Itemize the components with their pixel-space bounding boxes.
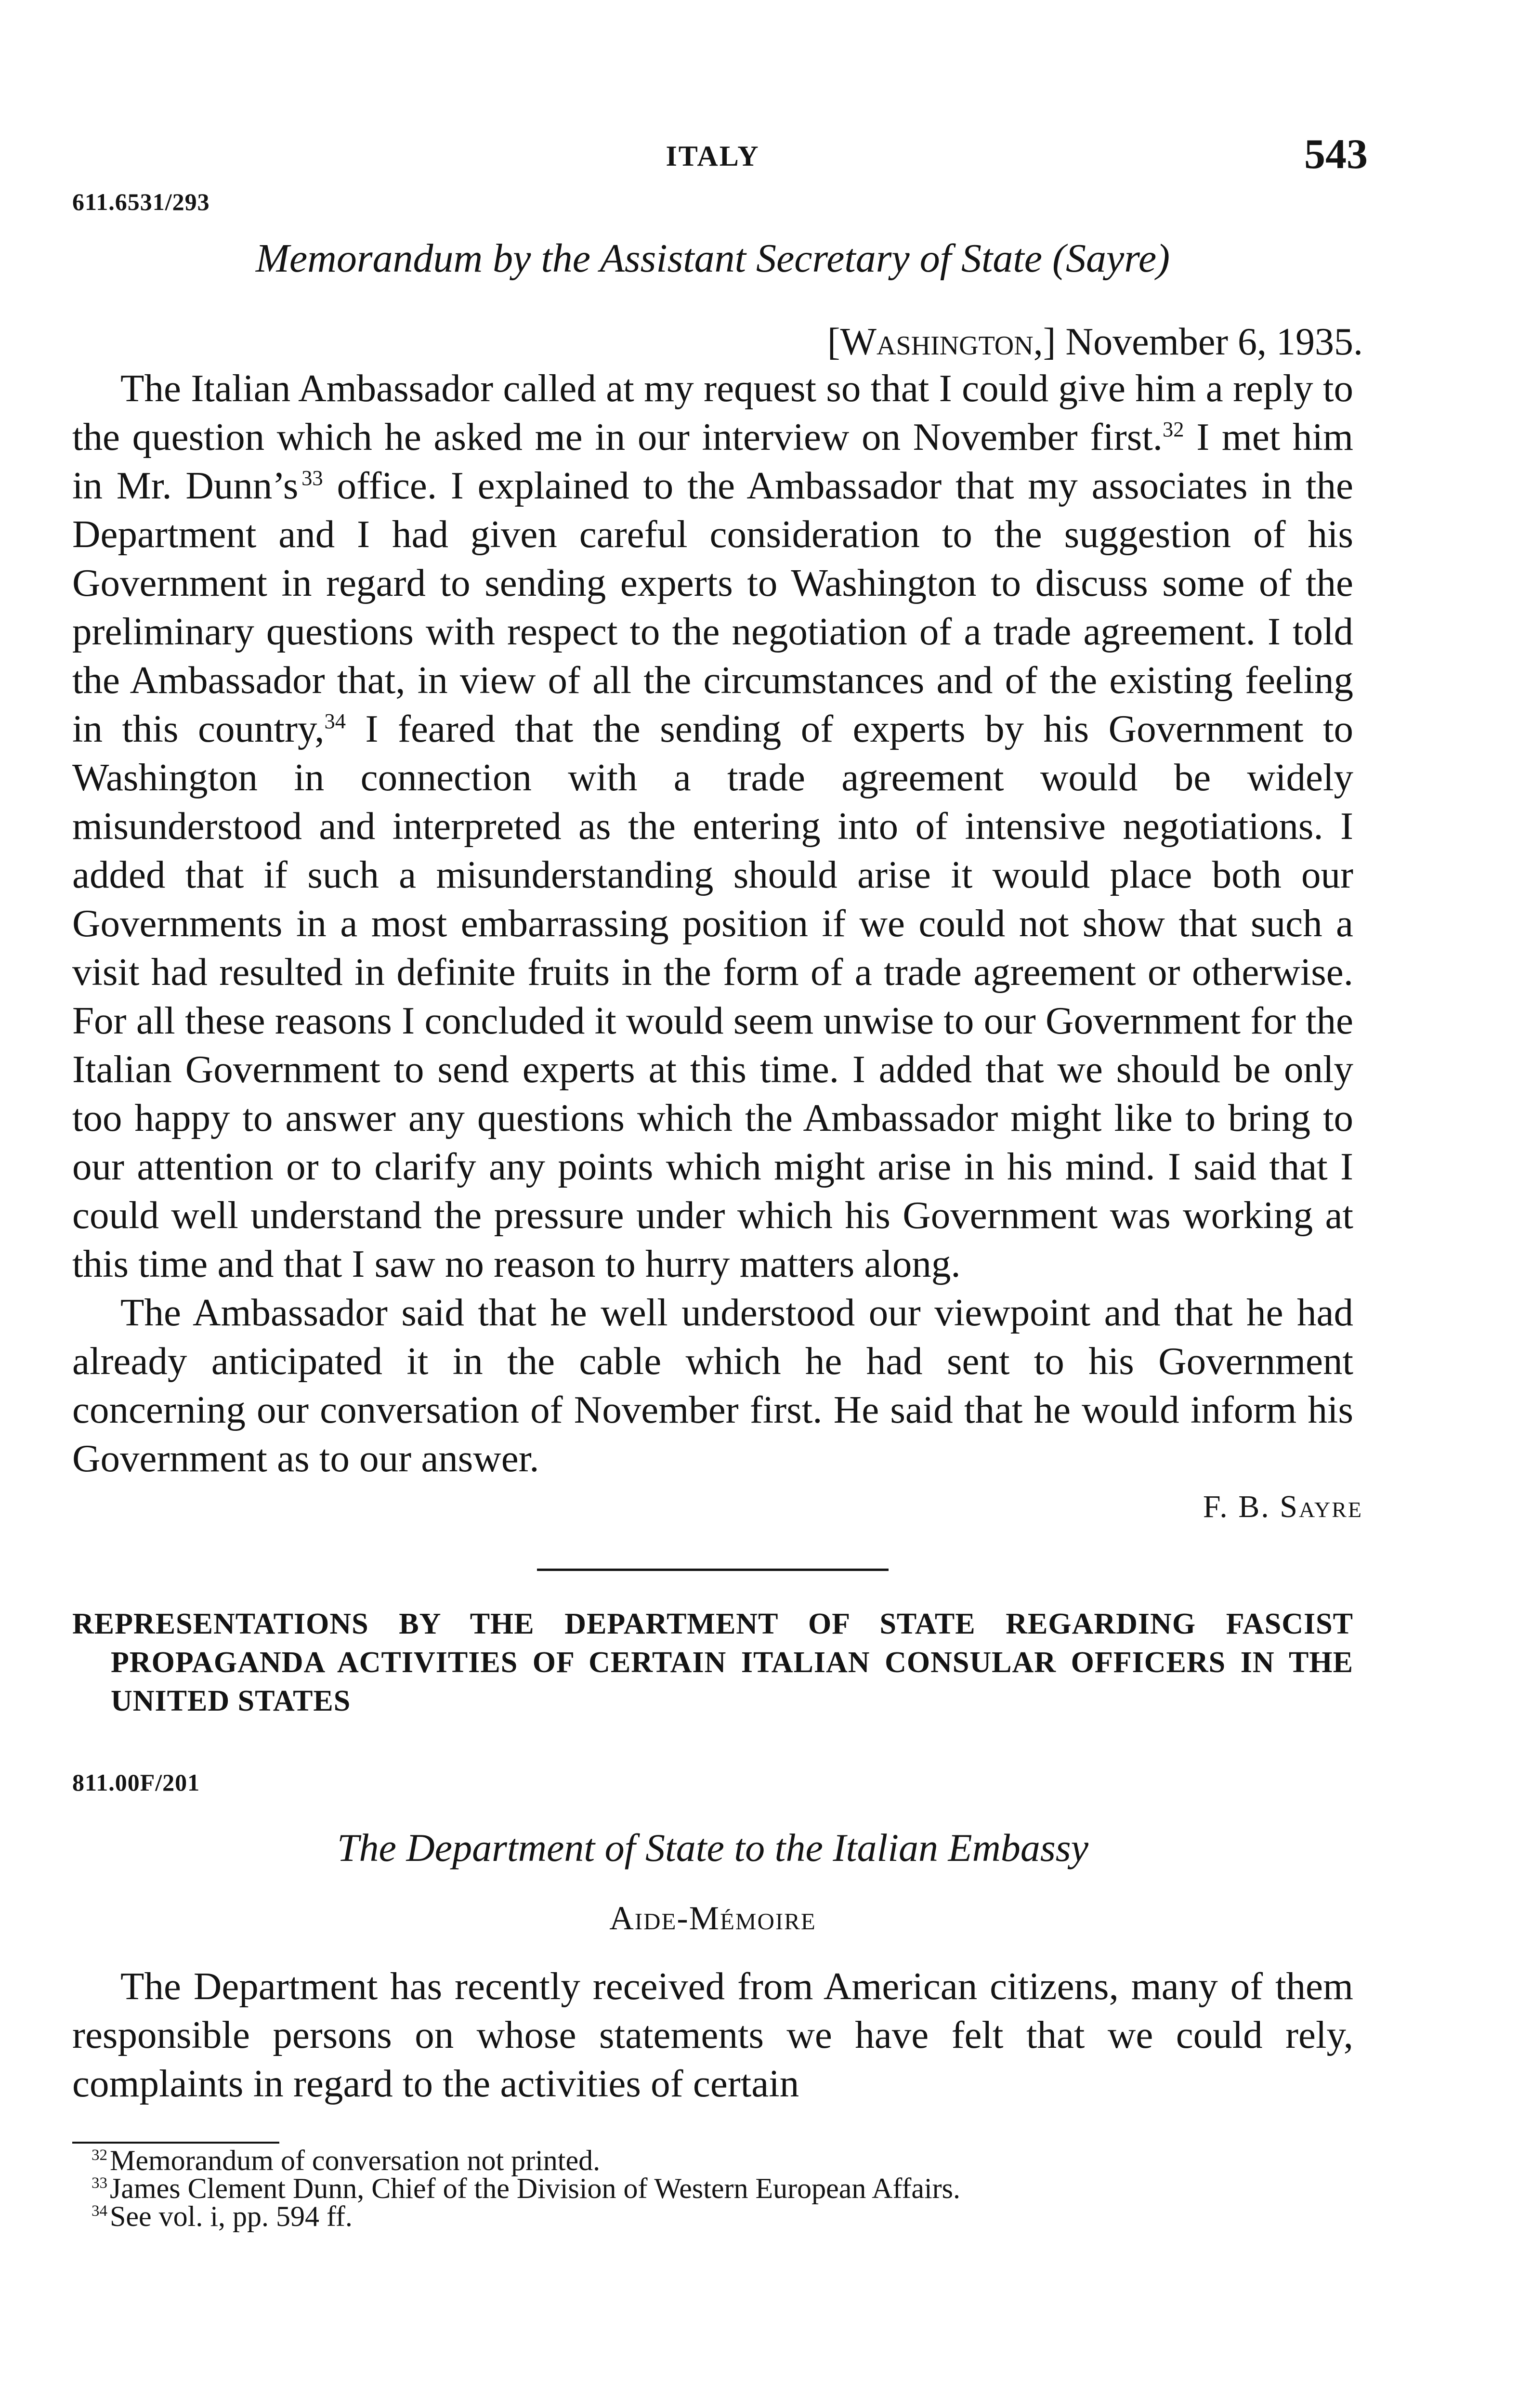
footnote-mark: 34 xyxy=(92,2202,107,2220)
paragraph-text: I feared that the sending of experts by his Government to Washington in connection with a trade agreement would be widely misunderstood and interpreted as the entering into of intensive negotiations. I added that if such a misunderstanding should arise it would place both our Governments in a most embarrassing position if we could not show that such a visit had resulted in definite fruits in the form of a trade agreement or otherwise. For all these reasons I concluded it would seem unwise to our Government for the Italian Government to send experts at this time. I added that we should be only too happy to answer any questions which the Ambassador might like to bring to our attention or to clarify any points which might arise in his mind. I said that I could well understand the pressure under which his Government was working at this time and that I saw no reason to hurry matters along. xyxy=(72,707,1353,1285)
signature xyxy=(72,1489,1363,1525)
footnote-text: James Clement Dunn, Chief of the Division of Western European Affairs. xyxy=(110,2172,960,2204)
footnote-34 xyxy=(72,2202,1353,2230)
footnote-ref-33: 33 xyxy=(301,466,323,490)
footnote-text: Memorandum of conversation not printed. xyxy=(110,2145,601,2176)
page-number: 543 xyxy=(1304,131,1368,178)
section-divider xyxy=(537,1569,889,1571)
dateline-place: [Washington,] xyxy=(827,321,1056,363)
dateline-date: November 6, 1935. xyxy=(1065,321,1363,363)
footnote-divider xyxy=(72,2142,279,2144)
footnote-text: See vol. i, pp. 594 ff. xyxy=(110,2200,353,2232)
footnote-mark: 32 xyxy=(92,2146,107,2164)
footnote-32 xyxy=(72,2146,1353,2174)
aide-memoire-title: The Department of State to the Italian Embassy xyxy=(337,1826,1089,1870)
running-head xyxy=(72,130,1368,178)
aide-memoire-label-text: Aide-Mémoire xyxy=(609,1900,816,1937)
paragraph-text: The Italian Ambassador called at my request so that I could give him a reply to the question which he asked me in our interview on November first. xyxy=(72,366,1353,458)
footnote-mark: 33 xyxy=(92,2174,107,2192)
footnote-ref-32: 32 xyxy=(1163,417,1184,441)
memorandum-title: Memorandum by the Assistant Secretary of State (Sayre) xyxy=(255,236,1170,281)
footnote-33 xyxy=(72,2174,1353,2202)
aide-memoire-label xyxy=(72,1899,1353,1938)
footnote-ref-34: 34 xyxy=(324,709,346,733)
signature-name: F. B. Sayre xyxy=(1203,1489,1363,1524)
file-number: 611.6531/293 xyxy=(72,188,210,215)
running-title: ITALY xyxy=(666,140,760,172)
document-page xyxy=(72,130,1368,2232)
paragraph-text: I met him in Mr. Dunn’s xyxy=(72,415,1353,507)
section-heading: REPRESENTATIONS BY THE DEPARTMENT OF STATE REGARDING FASCIST PROPAGANDA ACTIVITIES OF CERTAIN ITALIAN CONSULAR OFFICERS IN THE UNITED STATES xyxy=(72,1608,1353,1717)
memorandum-paragraph-2: The Ambassador said that he well understood our viewpoint and that he had already anticipated it in the cable which he had sent to his Government concerning our conversation of November first. He said that he would inform his Government as to our answer. xyxy=(72,1291,1353,1480)
file-number-2: 811.00F/201 xyxy=(72,1769,200,1796)
memorandum-paragraph-1 xyxy=(72,364,1353,1288)
paragraph-text: office. I explained to the Ambassador that my associates in the Department and I had given careful consideration to the suggestion of his Government in regard to sending experts to Washington to discuss some of the preliminary questions with respect to the negotiation of a trade agreement. I told the Ambassador that, in view of all the circumstances and of the existing feeling in this country, xyxy=(72,464,1353,750)
dateline xyxy=(72,320,1363,364)
aide-memoire-paragraph-1: The Department has recently received from American citizens, many of them responsible persons on whose statements we have felt that we could rely, complaints in regard to the activities of certain xyxy=(72,1964,1353,2105)
